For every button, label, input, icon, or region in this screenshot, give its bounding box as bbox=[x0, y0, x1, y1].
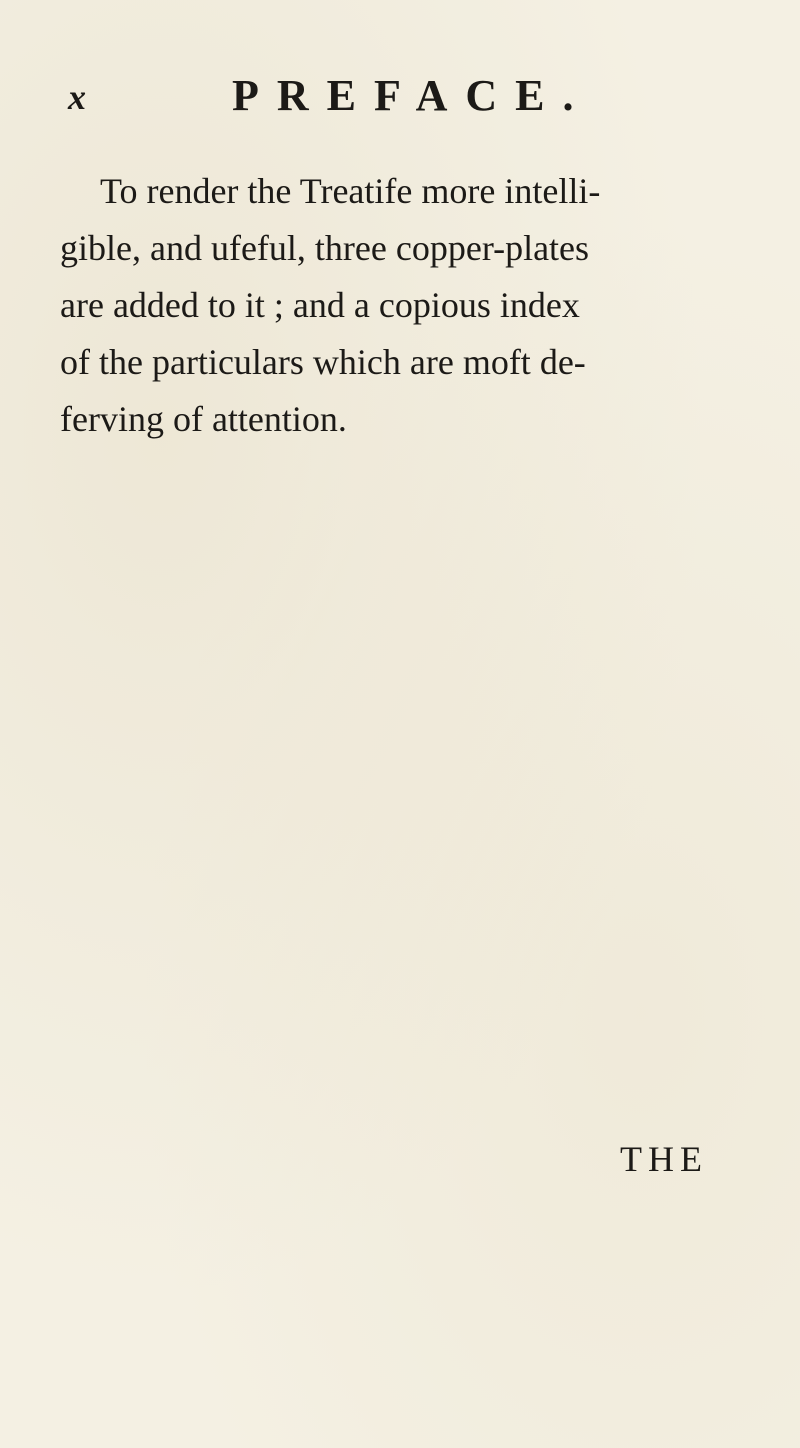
catchword: THE bbox=[620, 1139, 708, 1179]
text-line: are added to it ; and a copious index bbox=[60, 285, 580, 325]
text-line: To render the Treatife more intelli- bbox=[100, 171, 601, 211]
page-number: x bbox=[68, 77, 86, 117]
text-line: gible, and ufeful, three copper-plates bbox=[60, 228, 590, 268]
text-line: ferving of attention. bbox=[60, 399, 347, 439]
running-title: PREFACE. bbox=[232, 71, 592, 120]
body-paragraph bbox=[60, 163, 750, 448]
text-line: of the particulars which are moft de- bbox=[60, 342, 586, 382]
page-header bbox=[68, 70, 748, 120]
